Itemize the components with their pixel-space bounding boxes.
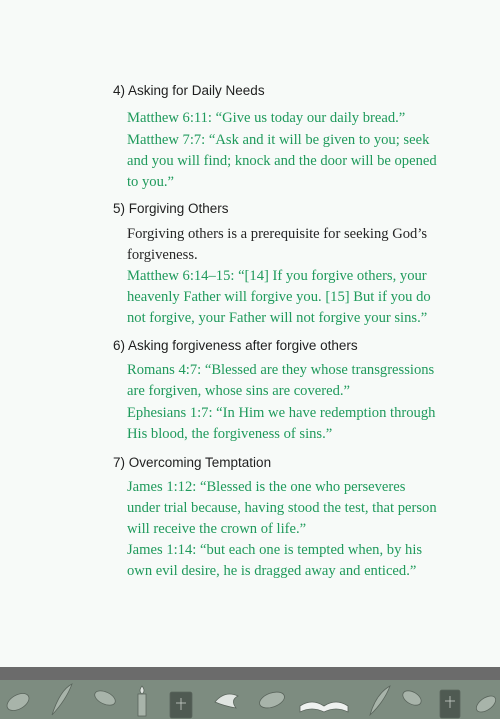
scripture-paragraph: James 1:12: “Blessed is the one who perseveres under trial because, having stood the test, that person will receive the crown of life.” xyxy=(127,479,437,537)
scripture-paragraph: Matthew 6:11: “Give us today our daily bread.” xyxy=(127,110,406,126)
scripture-paragraph: Matthew 6:14–15: “[14] If you forgive others, your heavenly Father will forgive you. [15] But if you do not forgive, your Father will not forgive your sins.” xyxy=(127,268,431,326)
dove-icon xyxy=(215,694,238,708)
scripture-paragraph: Ephesians 1:7: “In Him we have redemption through His blood, the forgiveness of sins.” xyxy=(127,405,436,442)
feather-icon xyxy=(52,684,72,715)
leaf-icon xyxy=(4,690,32,714)
footer-pattern-art xyxy=(0,680,500,719)
section-heading: 6) Asking forgiveness after forgive others xyxy=(113,338,358,353)
footer-pattern xyxy=(0,680,500,719)
leaf-icon xyxy=(257,689,286,711)
candle-icon xyxy=(138,686,146,716)
scripture-paragraph: Romans 4:7: “Blessed are they whose transgressions are forgiven, whose sins are covered.” xyxy=(127,362,435,399)
section-heading: 4) Asking for Daily Needs xyxy=(113,83,265,98)
scripture-paragraph: James 1:14: “but each one is tempted when, by his own evil desire, he is dragged away and enticed.” xyxy=(127,542,423,579)
book-icon xyxy=(170,692,192,718)
feather-icon xyxy=(370,686,390,715)
section-heading: 5) Forgiving Others xyxy=(113,201,229,216)
leaf-icon xyxy=(400,688,423,708)
body-paragraph: Forgiving others is a prerequisite for seeking God’s forgiveness. xyxy=(127,226,428,263)
leaf-icon xyxy=(474,693,499,715)
section-heading: 7) Overcoming Temptation xyxy=(113,455,272,470)
open-book-icon xyxy=(300,702,348,712)
leaf-icon xyxy=(92,688,117,708)
book-icon xyxy=(440,690,460,718)
scripture-paragraph: Matthew 7:7: “Ask and it will be given to you; seek and you will find; knock and the door will be opened to you.” xyxy=(127,132,437,190)
footer-band xyxy=(0,667,500,680)
